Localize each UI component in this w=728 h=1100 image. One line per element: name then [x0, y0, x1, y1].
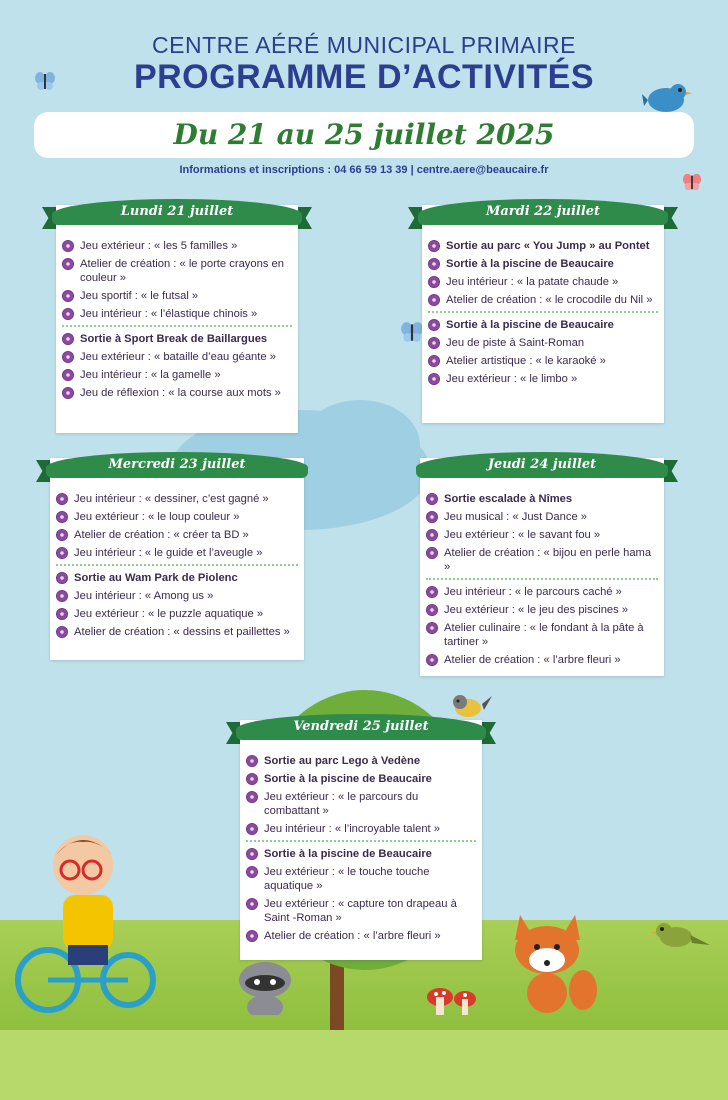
flower-bullet-icon	[426, 604, 438, 616]
activity-item	[426, 603, 658, 617]
activity-text: Jeu extérieur : « le touche touche aquatique »	[264, 866, 430, 892]
activity-text: Sortie au parc « You Jump » au Pontet	[446, 240, 650, 252]
raccoon-icon	[230, 955, 300, 1015]
separator	[56, 564, 298, 566]
activity-text: Sortie à la piscine de Beaucaire	[446, 319, 614, 331]
activity-item	[246, 897, 476, 925]
activity-text: Jeu intérieur : « le guide et l’aveugle »	[74, 547, 263, 559]
flower-bullet-icon	[428, 294, 440, 306]
activity-list	[240, 754, 482, 947]
flower-bullet-icon	[62, 333, 74, 345]
flower-bullet-icon	[62, 240, 74, 252]
flower-bullet-icon	[56, 626, 68, 638]
activity-item	[56, 625, 298, 639]
day-ribbon: Lundi 21 juillet	[52, 199, 302, 225]
activity-text: Jeu de piste à Saint-Roman	[446, 337, 585, 349]
activity-text: Jeu intérieur : « l’élastique chinois »	[80, 308, 258, 320]
flower-bullet-icon	[428, 337, 440, 349]
day-card	[420, 458, 664, 676]
activity-text: Jeu intérieur : « la gamelle »	[80, 369, 221, 381]
flower-bullet-icon	[246, 755, 258, 767]
activity-item	[426, 621, 658, 649]
activity-text: Jeu extérieur : « bataille d’eau géante »	[80, 351, 276, 363]
activity-item	[62, 332, 292, 346]
flower-bullet-icon	[426, 654, 438, 666]
day-ribbon: Jeudi 24 juillet	[416, 452, 668, 478]
activity-list	[422, 239, 664, 390]
day-ribbon: Mardi 22 juillet	[418, 199, 668, 225]
activity-item	[56, 492, 298, 506]
flower-bullet-icon	[428, 355, 440, 367]
activity-text: Atelier culinaire : « le fondant à la pâte à tartiner »	[444, 622, 644, 648]
activity-item	[62, 386, 292, 400]
fox-icon	[505, 905, 600, 1015]
activity-item	[246, 790, 476, 818]
flower-bullet-icon	[426, 511, 438, 523]
activity-item	[62, 307, 292, 321]
activity-text: Atelier de création : « le porte crayons en couleur »	[80, 258, 284, 284]
flower-bullet-icon	[428, 373, 440, 385]
activity-item	[56, 510, 298, 524]
activity-text: Jeu extérieur : « les 5 familles »	[80, 240, 238, 252]
activity-text: Jeu extérieur : « le jeu des piscines »	[444, 604, 629, 616]
activity-text: Jeu extérieur : « le parcours du combattant »	[264, 791, 419, 817]
flower-bullet-icon	[246, 773, 258, 785]
flower-bullet-icon	[56, 493, 68, 505]
activity-item	[246, 865, 476, 893]
bird-icon	[448, 690, 492, 720]
flower-bullet-icon	[56, 590, 68, 602]
activity-text: Jeu extérieur : « le limbo »	[446, 373, 578, 385]
activity-item	[246, 754, 476, 768]
boy-on-bicycle-icon	[8, 820, 158, 1025]
separator	[62, 325, 292, 327]
flower-bullet-icon	[246, 898, 258, 910]
activity-text: Sortie à la piscine de Beaucaire	[264, 848, 432, 860]
activity-text: Jeu extérieur : « le savant fou »	[444, 529, 601, 541]
flower-bullet-icon	[56, 608, 68, 620]
flower-bullet-icon	[426, 493, 438, 505]
flower-bullet-icon	[428, 240, 440, 252]
activity-item	[428, 318, 658, 332]
activity-item	[246, 847, 476, 861]
activity-item	[428, 372, 658, 386]
activity-item	[426, 653, 658, 667]
flower-bullet-icon	[246, 791, 258, 803]
activity-item	[62, 289, 292, 303]
separator	[426, 578, 658, 580]
activity-item	[246, 822, 476, 836]
butterfly-icon	[400, 320, 424, 344]
day-ribbon: Mercredi 23 juillet	[46, 452, 308, 478]
activity-item	[62, 350, 292, 364]
activity-text: Jeu extérieur : « le loup couleur »	[74, 511, 240, 523]
activity-text: Jeu sportif : « le futsal »	[80, 290, 199, 302]
activity-item	[428, 336, 658, 350]
activity-text: Sortie escalade à Nîmes	[444, 493, 573, 505]
activity-item	[426, 528, 658, 542]
date-range-banner: Du 21 au 25 juillet 2025	[34, 112, 694, 158]
flower-bullet-icon	[246, 848, 258, 860]
activity-text: Sortie au Wam Park de Piolenc	[74, 572, 238, 584]
activity-item	[426, 585, 658, 599]
activity-text: Jeu intérieur : « le parcours caché »	[444, 586, 622, 598]
flower-bullet-icon	[428, 276, 440, 288]
subtitle: CENTRE AÉRÉ MUNICIPAL PRIMAIRE	[152, 32, 576, 58]
mushroom-icon	[425, 985, 480, 1020]
flower-bullet-icon	[426, 547, 438, 559]
separator	[246, 840, 476, 842]
flower-bullet-icon	[246, 930, 258, 942]
activity-text: Atelier de création : « bijou en perle hama »	[444, 547, 652, 573]
flower-bullet-icon	[62, 290, 74, 302]
flower-bullet-icon	[428, 319, 440, 331]
activity-text: Atelier de création : « dessins et paillettes »	[74, 626, 290, 638]
flower-bullet-icon	[62, 351, 74, 363]
day-card	[422, 205, 664, 423]
activity-text: Atelier de création : « l’arbre fleuri »	[444, 654, 621, 666]
separator	[428, 311, 658, 313]
activity-item	[62, 368, 292, 382]
flower-bullet-icon	[428, 258, 440, 270]
activity-text: Atelier de création : « l’arbre fleuri »	[264, 930, 441, 942]
flower-bullet-icon	[426, 529, 438, 541]
day-card	[56, 205, 298, 433]
activity-text: Jeu extérieur : « capture ton drapeau à Saint -Roman »	[264, 898, 457, 924]
day-ribbon: Vendredi 25 juillet	[236, 714, 486, 740]
activity-list	[56, 239, 298, 404]
activity-text: Sortie au parc Lego à Vedène	[264, 755, 421, 767]
activity-item	[428, 293, 658, 307]
flower-bullet-icon	[62, 387, 74, 399]
activity-item	[56, 589, 298, 603]
flower-bullet-icon	[62, 308, 74, 320]
activity-item	[62, 239, 292, 253]
activity-text: Jeu intérieur : « dessiner, c’est gagné »	[74, 493, 269, 505]
activity-text: Sortie à la piscine de Beaucaire	[264, 773, 432, 785]
activity-text: Atelier artistique : « le karaoké »	[446, 355, 606, 367]
flower-bullet-icon	[426, 586, 438, 598]
activity-text: Jeu musical : « Just Dance »	[444, 511, 588, 523]
contact-info: Informations et inscriptions : 04 66 59 13 39 | centre.aere@beaucaire.fr	[179, 164, 549, 176]
activity-item	[426, 546, 658, 574]
activity-item	[56, 571, 298, 585]
activity-item	[62, 257, 292, 285]
day-card	[240, 720, 482, 960]
activity-text: Sortie à la piscine de Beaucaire	[446, 258, 614, 270]
activity-item	[56, 528, 298, 542]
activity-item	[56, 546, 298, 560]
flower-bullet-icon	[246, 823, 258, 835]
flower-bullet-icon	[62, 369, 74, 381]
flower-bullet-icon	[56, 511, 68, 523]
day-card	[50, 458, 304, 660]
flower-bullet-icon	[62, 258, 74, 270]
flower-bullet-icon	[56, 547, 68, 559]
activity-list	[420, 492, 664, 671]
activity-item	[246, 772, 476, 786]
cloud-decoration	[300, 400, 420, 490]
activity-item	[246, 929, 476, 943]
activity-text: Jeu intérieur : « l’incroyable talent »	[264, 823, 440, 835]
activity-item	[428, 354, 658, 368]
activity-text: Jeu de réflexion : « la course aux mots »	[80, 387, 281, 399]
activity-text: Jeu intérieur : « la patate chaude »	[446, 276, 619, 288]
activity-text: Atelier de création : « créer ta BD »	[74, 529, 249, 541]
page-title: PROGRAMME D’ACTIVITÉS	[133, 58, 595, 96]
flower-bullet-icon	[56, 572, 68, 584]
activity-text: Sortie à Sport Break de Baillargues	[80, 333, 268, 345]
activity-item	[428, 275, 658, 289]
bird-icon	[650, 915, 710, 955]
flower-bullet-icon	[56, 529, 68, 541]
activity-item	[426, 510, 658, 524]
activity-text: Atelier de création : « le crocodile du Nil »	[446, 294, 653, 306]
activity-item	[56, 607, 298, 621]
activity-item	[426, 492, 658, 506]
activity-list	[50, 492, 304, 643]
flower-bullet-icon	[246, 866, 258, 878]
activity-text: Jeu extérieur : « le puzzle aquatique »	[74, 608, 264, 620]
flower-bullet-icon	[426, 622, 438, 634]
activity-text: Jeu intérieur : « Among us »	[74, 590, 214, 602]
activity-item	[428, 239, 658, 253]
activity-item	[428, 257, 658, 271]
